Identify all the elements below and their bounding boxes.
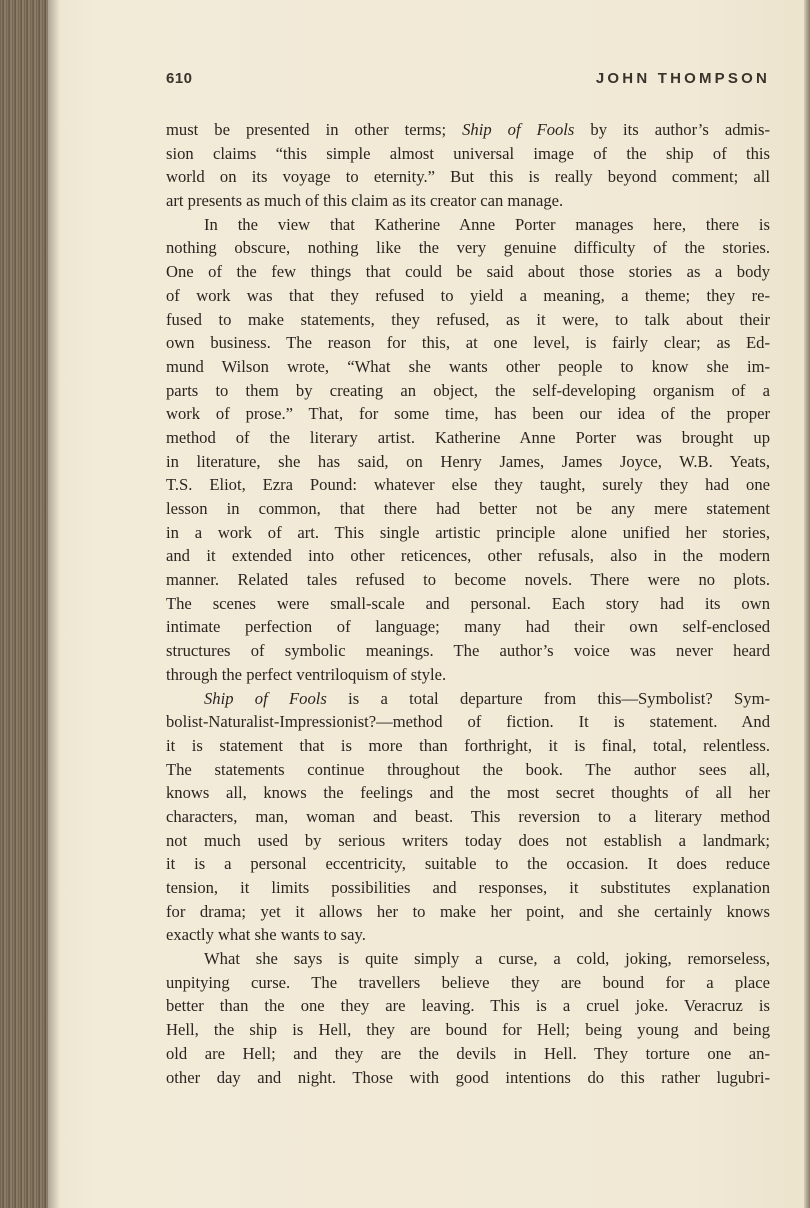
text-segment: One of the few things that could be said about those stories as a body <box>166 262 770 282</box>
text-segment: tension, it limits possibilities and responses, it substitutes explanation <box>166 878 770 897</box>
text-segment: In the view that Katherine Anne Porter manages here, there is <box>204 214 770 234</box>
text-segment: world on its voyage to eternity.” But this is really beyond comment; all <box>166 167 770 187</box>
text-line <box>166 1018 770 1042</box>
text-line <box>166 142 770 166</box>
text-line <box>166 1042 770 1066</box>
text-line <box>166 355 770 379</box>
text-segment: in a work of art. This single artistic principle alone unified her stories, <box>166 522 770 542</box>
running-head: JOHN THOMPSON <box>595 70 770 87</box>
text-segment: must be presented in other terms; <box>166 120 463 139</box>
text-segment: intimate perfection of language; many had their own self-enclosed <box>166 617 770 637</box>
text-segment: for drama; yet it allows her to make her point, and she certainly knows <box>166 901 770 921</box>
text-line <box>166 615 770 639</box>
italic-title: Ship of Fools <box>462 120 575 139</box>
text-line <box>166 994 770 1018</box>
text-segment: unpitying curse. The travellers believe they are bound for a place <box>166 972 770 992</box>
text-segment: mund Wilson wrote, “What she wants other people to know she im- <box>166 356 770 376</box>
text-segment: T.S. Eliot, Ezra Pound: whatever else they taught, surely they had one <box>166 475 770 495</box>
italic-title: Ship of Fools <box>204 688 327 708</box>
text-segment: exactly what she wants to say. <box>166 925 366 945</box>
text-line <box>166 284 770 308</box>
text-line <box>166 710 770 734</box>
text-segment: The scenes were small-scale and personal. Each story had its own <box>166 593 770 613</box>
text-line <box>166 213 770 237</box>
text-line <box>166 331 770 355</box>
text-segment: it is statement that is more than forthright, it is final, total, relentless. <box>166 735 770 755</box>
text-segment: sion claims “this simple almost universal image of the ship of this <box>166 143 770 163</box>
text-segment: and it extended into other reticences, other refusals, also in the modern <box>166 546 770 566</box>
text-line <box>166 781 770 805</box>
text-segment: it is a personal eccentricity, suitable to the occasion. It does reduce <box>166 854 770 874</box>
text-line <box>166 118 770 142</box>
text-segment: lesson in common, that there had better not be any mere statement <box>166 499 770 518</box>
text-line <box>166 521 770 545</box>
text-line <box>166 592 770 616</box>
text-segment: other day and night. Those with good intentions do this rather lugubri- <box>166 1067 770 1087</box>
text-segment: of work was that they refused to yield a meaning, a theme; they re- <box>166 285 770 305</box>
text-line <box>166 544 770 568</box>
text-segment: method of the literary artist. Katherine Anne Porter was brought up <box>166 427 770 447</box>
page-right-edge <box>804 0 810 1208</box>
text-line <box>166 236 770 260</box>
page-header <box>166 70 770 94</box>
text-segment: bolist-Naturalist-Impressionist?—method of fiction. It is statement. And <box>166 712 770 732</box>
text-segment: not much used by serious writers today does not establish a landmark; <box>166 830 770 850</box>
text-line <box>166 687 770 711</box>
text-segment: better than the one they are leaving. This is a cruel joke. Veracruz is <box>166 996 770 1016</box>
text-line <box>166 900 770 924</box>
text-line <box>166 379 770 403</box>
text-line <box>166 663 770 687</box>
text-segment: manner. Related tales refused to become novels. There were no plots. <box>166 570 770 590</box>
text-segment: old are Hell; and they are the devils in Hell. They torture one an- <box>166 1043 770 1063</box>
text-segment: knows all, knows the feelings and the most secret thoughts of all her <box>166 783 770 803</box>
text-segment: through the perfect ventriloquism of style. <box>166 664 447 684</box>
text-line <box>166 923 770 947</box>
text-line <box>166 805 770 829</box>
text-line <box>166 758 770 782</box>
book-gutter-edge <box>0 0 48 1208</box>
page-number: 610 <box>166 70 193 87</box>
text-line <box>166 450 770 474</box>
text-line <box>166 189 770 213</box>
text-segment: nothing obscure, nothing like the very genuine difficulty of the stories. <box>166 238 770 258</box>
text-segment: art presents as much of this claim as its creator can manage. <box>166 191 564 211</box>
text-line <box>166 165 770 189</box>
text-line <box>166 947 770 971</box>
text-line <box>166 260 770 284</box>
text-line <box>166 1066 770 1090</box>
text-line <box>166 971 770 995</box>
text-segment: work of prose.” That, for some time, has been our idea of the proper <box>166 404 770 424</box>
text-line <box>166 497 770 521</box>
text-line <box>166 308 770 332</box>
text-line <box>166 876 770 900</box>
text-line <box>166 568 770 592</box>
text-segment: in literature, she has said, on Henry James, James Joyce, W.B. Yeats, <box>166 451 770 471</box>
body-text <box>166 118 770 1089</box>
text-segment: own business. The reason for this, at one level, is fairly clear; as Ed- <box>166 333 770 353</box>
text-segment: parts to them by creating an object, the self-developing organism of a <box>166 380 770 400</box>
text-line <box>166 734 770 758</box>
text-segment: fused to make statements, they refused, as it were, to talk about their <box>166 309 770 329</box>
text-line <box>166 402 770 426</box>
text-segment: Hell, the ship is Hell, they are bound for Hell; being young and being <box>166 1020 770 1040</box>
text-line <box>166 426 770 450</box>
text-segment: The statements continue throughout the book. The author sees all, <box>166 759 770 779</box>
text-line <box>166 829 770 853</box>
text-line <box>166 473 770 497</box>
text-segment: characters, man, woman and beast. This reversion to a literary method <box>166 806 770 826</box>
text-segment: is a total departure from this—Symbolist? Sym- <box>326 688 770 708</box>
text-segment: structures of symbolic meanings. The author’s voice was never heard <box>166 641 770 661</box>
text-segment: What she says is quite simply a curse, a cold, joking, remorseless, <box>204 949 770 969</box>
text-line <box>166 639 770 663</box>
text-line <box>166 852 770 876</box>
text-segment: by its author’s admis- <box>574 120 770 139</box>
